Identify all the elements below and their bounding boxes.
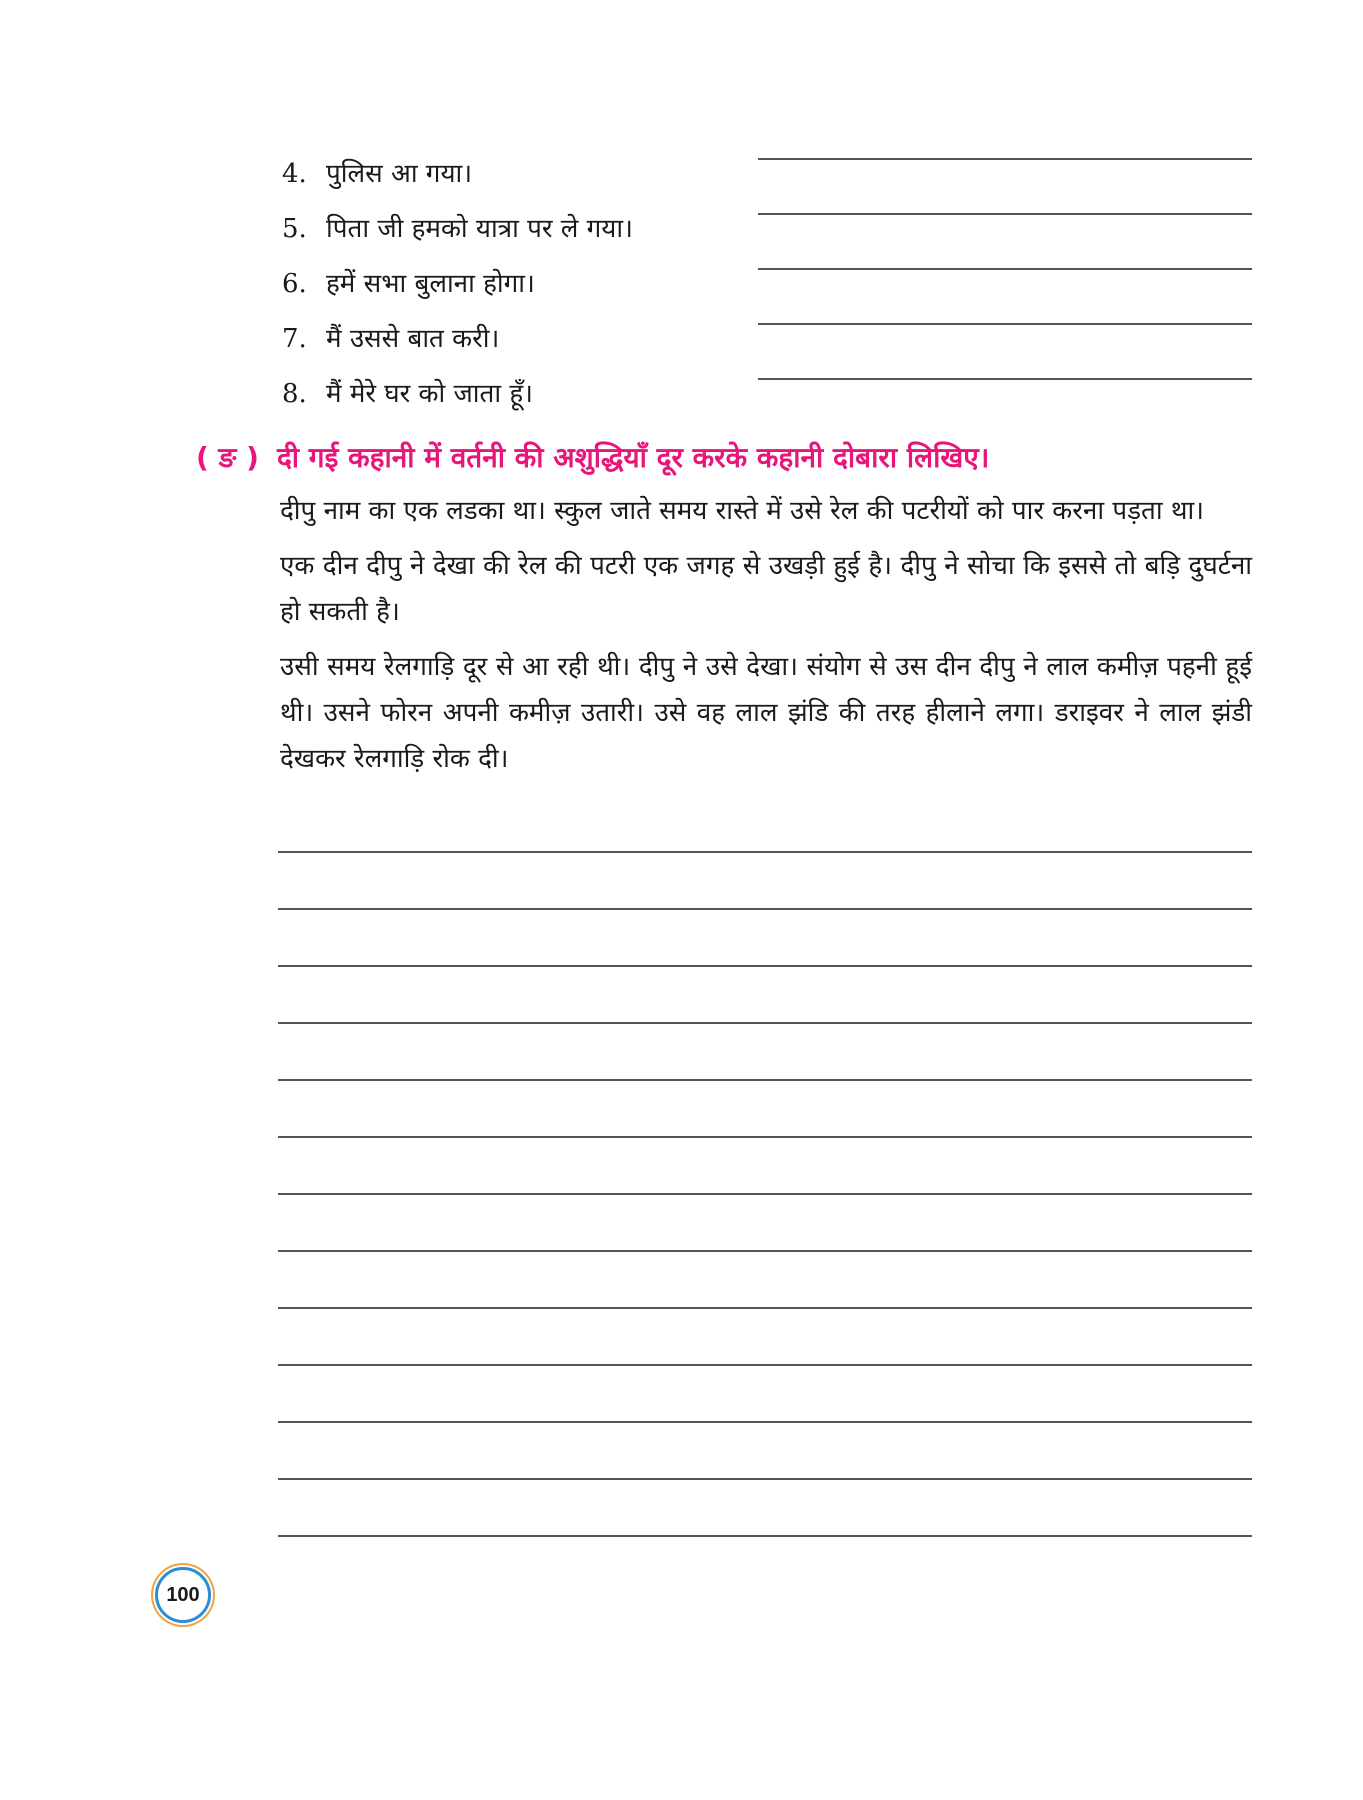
exercise-item: [282, 260, 1282, 315]
item-sentence: मैं उससे बात करी।: [326, 324, 500, 354]
writing-line[interactable]: [278, 908, 1252, 965]
item-sentence: हमें सभा बुलाना होगा।: [326, 269, 535, 299]
answer-line[interactable]: [758, 213, 1252, 215]
writing-area[interactable]: [278, 851, 1252, 1592]
exercise-item: [282, 315, 1282, 370]
page-number: 100: [166, 1583, 200, 1606]
writing-line[interactable]: [278, 1250, 1252, 1307]
answer-line[interactable]: [758, 323, 1252, 325]
item-number: 5.: [282, 214, 307, 244]
exercise-items: [282, 150, 1282, 425]
item-sentence: पिता जी हमको यात्रा पर ले गया।: [326, 214, 633, 244]
story-paragraph: उसी समय रेलगाड़ि दूर से आ रही थी। दीपु ने उसे देखा। संयोग से उस दीन दीपु ने लाल कमीज़ पहनी हूई थी। उसने फोरन अपनी कमीज़ उतारी। उसे वह लाल झंडि की तरह हीलाने लगा। डराइवर ने लाल झंडी देखकर रेलगाड़ि रोक दी।: [280, 652, 1252, 774]
exercise-item: [282, 370, 1282, 425]
story-passage: [280, 488, 1252, 791]
answer-line[interactable]: [758, 378, 1252, 380]
item-sentence: मैं मेरे घर को जाता हूँ।: [326, 379, 533, 409]
page-number-badge: [155, 1567, 211, 1623]
item-number: 4.: [282, 159, 307, 189]
writing-line[interactable]: [278, 1022, 1252, 1079]
item-number: 7.: [282, 324, 307, 354]
writing-line[interactable]: [278, 1478, 1252, 1535]
item-number: 6.: [282, 269, 307, 299]
writing-line[interactable]: [278, 1193, 1252, 1250]
writing-line[interactable]: [278, 1136, 1252, 1193]
writing-line[interactable]: [278, 1364, 1252, 1421]
writing-line[interactable]: [278, 1421, 1252, 1478]
writing-line[interactable]: [278, 965, 1252, 1022]
story-paragraph: एक दीन दीपु ने देखा की रेल की पटरी एक जगह से उखड़ी हुई है। दीपु ने सोचा कि इससे तो बड़ि दुघर्टना हो सकती है।: [280, 551, 1252, 627]
item-number: 8.: [282, 379, 307, 409]
section-marker: ( ङ ): [196, 441, 259, 474]
writing-line[interactable]: [278, 851, 1252, 908]
section-heading: [196, 438, 989, 476]
writing-line[interactable]: [278, 1079, 1252, 1136]
exercise-item: [282, 205, 1282, 260]
writing-line[interactable]: [278, 1307, 1252, 1364]
answer-line[interactable]: [758, 158, 1252, 160]
answer-line[interactable]: [758, 268, 1252, 270]
item-sentence: पुलिस आ गया।: [326, 159, 473, 189]
story-paragraph: दीपु नाम का एक लडका था। स्कुल जाते समय रास्ते में उसे रेल की पटरीयों को पार करना पड़ता था।: [280, 496, 1205, 526]
writing-line[interactable]: [278, 1535, 1252, 1592]
exercise-item: [282, 150, 1282, 205]
section-instruction: दी गई कहानी में वर्तनी की अशुद्धियाँ दूर करके कहानी दोबारा लिखिए।: [276, 441, 990, 474]
